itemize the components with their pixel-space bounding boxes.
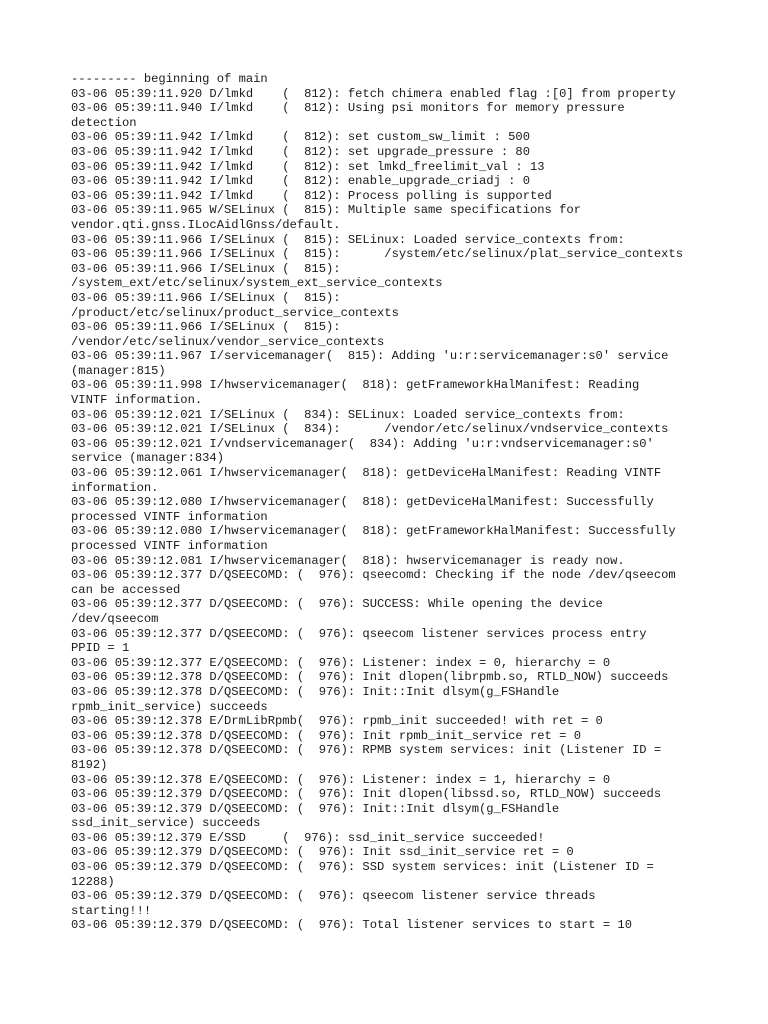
log-line: 03-06 05:39:11.942 I/lmkd ( 812): enable_upgrade_criadj : 0: [71, 174, 530, 189]
log-line: PPID = 1: [71, 641, 130, 656]
log-line: 03-06 05:39:12.378 D/QSEECOMD: ( 976): Init dlopen(librpmb.so, RTLD_NOW) succeeds: [71, 670, 669, 685]
log-line: 03-06 05:39:11.966 I/SELinux ( 815):: [71, 320, 341, 335]
log-line: information.: [71, 480, 159, 495]
log-line: 03-06 05:39:12.080 I/hwservicemanager( 818): getFrameworkHalManifest: Successfully: [71, 524, 676, 539]
log-line: /vendor/etc/selinux/vendor_service_contexts: [71, 334, 385, 349]
log-line: --------- beginning of main: [71, 72, 268, 86]
log-line: VINTF information.: [71, 393, 203, 408]
log-line: 03-06 05:39:12.021 I/vndservicemanager( 834): Adding 'u:r:vndservicemanager:s0': [71, 436, 654, 451]
log-line: 03-06 05:39:12.377 D/QSEECOMD: ( 976): qseecom listener services process entry: [71, 626, 647, 641]
log-line: 03-06 05:39:12.081 I/hwservicemanager( 818): hwservicemanager is ready now.: [71, 553, 625, 568]
log-line: 03-06 05:39:11.920 D/lmkd ( 812): fetch chimera enabled flag :[0] from property: [71, 86, 676, 101]
log-line: 03-06 05:39:12.379 D/QSEECOMD: ( 976): SSD system services: init (Listener ID =: [71, 860, 654, 875]
log-line: 03-06 05:39:12.379 D/QSEECOMD: ( 976): qseecom listener service threads: [71, 889, 596, 904]
log-line: 03-06 05:39:11.998 I/hwservicemanager( 818): getFrameworkHalManifest: Reading: [71, 378, 640, 393]
log-line: rpmb_init_service) succeeds: [71, 699, 268, 714]
log-line: ssd_init_service) succeeds: [71, 816, 261, 831]
log-line: detection: [71, 115, 137, 130]
log-line: 03-06 05:39:12.377 D/QSEECOMD: ( 976): SUCCESS: While opening the device: [71, 597, 603, 612]
log-line: /product/etc/selinux/product_service_contexts: [71, 305, 399, 320]
log-line: 03-06 05:39:12.377 D/QSEECOMD: ( 976): qseecomd: Checking if the node /dev/qseecom: [71, 568, 676, 583]
log-line: can be accessed: [71, 582, 181, 597]
log-line: 03-06 05:39:11.942 I/lmkd ( 812): Process polling is supported: [71, 188, 552, 203]
log-line: 03-06 05:39:12.378 D/QSEECOMD: ( 976): Init rpmb_init_service ret = 0: [71, 728, 581, 743]
log-line: 03-06 05:39:12.378 E/QSEECOMD: ( 976): Listener: index = 1, hierarchy = 0: [71, 772, 611, 787]
log-line: 03-06 05:39:12.379 D/QSEECOMD: ( 976): Total listener services to start = 10: [71, 918, 632, 933]
log-line: 03-06 05:39:12.379 D/QSEECOMD: ( 976): Init ssd_init_service ret = 0: [71, 845, 574, 860]
log-line: 03-06 05:39:12.379 D/QSEECOMD: ( 976): Init::Init dlsym(g_FSHandle: [71, 801, 560, 816]
log-line: 03-06 05:39:12.021 I/SELinux ( 834): SELinux: Loaded service_contexts from:: [71, 407, 625, 422]
log-line: 03-06 05:39:11.942 I/lmkd ( 812): set custom_sw_limit : 500: [71, 130, 530, 145]
log-line: 03-06 05:39:11.966 I/SELinux ( 815): SELinux: Loaded service_contexts from:: [71, 232, 625, 247]
log-document: [71, 72, 711, 933]
log-line: 03-06 05:39:12.378 D/QSEECOMD: ( 976): RPMB system services: init (Listener ID =: [71, 743, 662, 758]
log-line: 03-06 05:39:11.967 I/servicemanager( 815): Adding 'u:r:servicemanager:s0' service: [71, 349, 669, 364]
log-line: /dev/qseecom: [71, 611, 159, 626]
log-line: 03-06 05:39:11.940 I/lmkd ( 812): Using psi monitors for memory pressure: [71, 101, 625, 116]
log-line: /system_ext/etc/selinux/system_ext_service_contexts: [71, 276, 443, 291]
log-line: 03-06 05:39:12.080 I/hwservicemanager( 818): getDeviceHalManifest: Successfully: [71, 495, 654, 510]
log-line: vendor.qti.gnss.ILocAidlGnss/default.: [71, 217, 341, 232]
log-line: 03-06 05:39:11.966 I/SELinux ( 815): /system/etc/selinux/plat_service_contexts: [71, 247, 683, 262]
log-line: service (manager:834): [71, 451, 224, 466]
log-line: 03-06 05:39:12.379 D/QSEECOMD: ( 976): Init dlopen(libssd.so, RTLD_NOW) succeeds: [71, 787, 662, 802]
log-line: (manager:815): [71, 363, 166, 378]
log-line: 03-06 05:39:12.021 I/SELinux ( 834): /vendor/etc/selinux/vndservice_contexts: [71, 422, 669, 437]
log-line: processed VINTF information: [71, 509, 268, 524]
log-line: 03-06 05:39:11.942 I/lmkd ( 812): set upgrade_pressure : 80: [71, 144, 530, 159]
log-line: 03-06 05:39:12.378 E/DrmLibRpmb( 976): rpmb_init succeeded! with ret = 0: [71, 714, 603, 729]
log-line: starting!!!: [71, 903, 152, 918]
log-line: 03-06 05:39:12.061 I/hwservicemanager( 818): getDeviceHalManifest: Reading VINTF: [71, 466, 662, 481]
log-line: 03-06 05:39:12.379 E/SSD ( 976): ssd_init_service succeeded!: [71, 830, 545, 845]
log-line: 03-06 05:39:11.965 W/SELinux ( 815): Multiple same specifications for: [71, 203, 581, 218]
log-line: 03-06 05:39:11.942 I/lmkd ( 812): set lmkd_freelimit_val : 13: [71, 159, 545, 174]
log-line: 03-06 05:39:11.966 I/SELinux ( 815):: [71, 261, 341, 276]
log-line: processed VINTF information: [71, 539, 268, 553]
log-line: 03-06 05:39:12.378 D/QSEECOMD: ( 976): Init::Init dlsym(g_FSHandle: [71, 684, 560, 699]
log-line: 03-06 05:39:11.966 I/SELinux ( 815):: [71, 290, 341, 305]
log-line: 03-06 05:39:12.377 E/QSEECOMD: ( 976): Listener: index = 0, hierarchy = 0: [71, 655, 611, 670]
log-line: 12288): [71, 874, 115, 889]
log-line: 8192): [71, 757, 108, 772]
